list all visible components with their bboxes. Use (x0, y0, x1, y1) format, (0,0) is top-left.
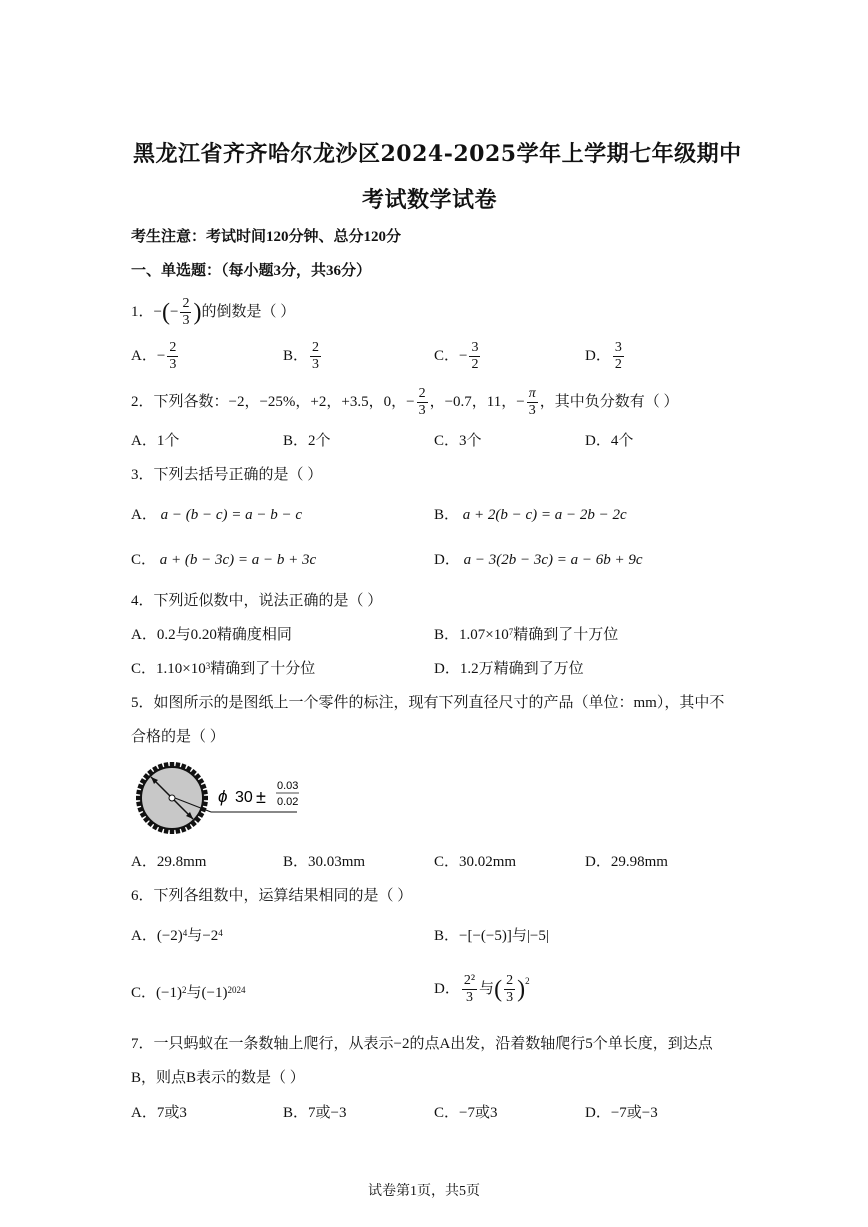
q1-frac-num: 2 (182, 296, 190, 311)
option-connector: 与 (479, 980, 495, 997)
option-expression: a − 3(2b − 3c) = a − 6b + 9c (463, 552, 643, 568)
frac-num: 3 (471, 340, 479, 355)
q1-option-d[interactable] (585, 341, 626, 372)
exam-notice: 考生注意：考试时间120分钟、总分120分 (131, 229, 402, 245)
option-label: C． (131, 985, 157, 1001)
option-fraction (310, 341, 321, 372)
power-exponent: 4 (218, 928, 223, 938)
option-connector: 与 (186, 985, 202, 1001)
exam-title-line1: 黑龙江省齐齐哈尔龙沙区2024-2025学年上学期七年级期中 (133, 141, 742, 167)
q1-number: 1． (131, 303, 154, 320)
option-label: A． (131, 928, 157, 944)
option-label: B． (283, 347, 309, 364)
q1-inner-sign: − (169, 303, 179, 320)
option-label: B． (434, 928, 460, 944)
q3-option-c[interactable] (131, 550, 316, 570)
q7-option-a[interactable]: A．7或3 (131, 1105, 187, 1121)
power-exponent: 2024 (227, 985, 246, 995)
option-label: C． (434, 347, 460, 364)
q6-option-b[interactable] (434, 926, 549, 946)
question-5-line2: 合格的是（ ） (131, 729, 225, 745)
option-label: C． (131, 661, 157, 677)
gear-part-figure (131, 760, 311, 840)
q1-option-c[interactable] (434, 341, 482, 372)
sci-base: 1.10×10 (156, 661, 206, 677)
option-label: D． (434, 552, 460, 568)
frac-den: 3 (169, 357, 177, 372)
frac-num: 2 (418, 386, 426, 401)
q2-option-d[interactable]: D．4个 (585, 433, 634, 449)
paren-close: ) (517, 976, 526, 1003)
option-rest: 精确到了十万位 (513, 627, 619, 643)
frac-num: π (528, 386, 536, 401)
option-expression: a + 2(b − c) = a − 2b − 2c (462, 507, 627, 523)
option-connector: 与 (511, 928, 527, 944)
tolerance-lower: 0.02 (277, 796, 299, 808)
q5-option-a[interactable]: A．29.8mm (131, 854, 207, 870)
option-label: A． (131, 347, 157, 364)
q1-paren-close: ) (193, 299, 202, 326)
option-fraction (613, 341, 624, 372)
option-expression: a − (b − c) = a − b − c (160, 507, 303, 523)
q2-option-c[interactable]: C．3个 (434, 433, 482, 449)
sci-exponent: 3 (205, 661, 211, 671)
sci-base: 1.07×10 (459, 627, 509, 643)
q1-option-b[interactable] (283, 341, 323, 372)
sci-exponent: 7 (508, 627, 514, 637)
frac-den: 3 (465, 990, 473, 1005)
paren-open: ( (494, 976, 503, 1003)
q2-text-after: ，其中负分数有（ ） (539, 393, 679, 410)
q4-option-b[interactable] (434, 625, 618, 645)
option-expression: |−5| (526, 928, 549, 944)
option-sign: − (459, 347, 468, 364)
frac-den: 2 (614, 357, 622, 372)
q2-text-before: 2．下列各数：−2，−25%，+2，+3.5，0， (131, 393, 407, 410)
option-label: A． (131, 507, 157, 523)
q5-option-d[interactable]: D．29.98mm (585, 854, 668, 870)
frac-den: 3 (528, 403, 536, 418)
question-6: 6．下列各组数中，运算结果相同的是（ ） (131, 888, 413, 904)
question-7-line2: B，则点B表示的数是（ ） (131, 1070, 305, 1086)
q7-option-b[interactable]: B．7或−3 (283, 1105, 347, 1121)
q6-option-c[interactable] (131, 983, 245, 1003)
q2-sign-1: − (406, 393, 415, 410)
q1-fraction (180, 297, 191, 328)
power-exponent: 2 (181, 985, 187, 995)
option-sign: − (156, 347, 166, 364)
q2-text-mid: ，−0.7，11， (429, 393, 517, 410)
q4-option-c[interactable] (131, 659, 315, 679)
q6-option-d[interactable] (434, 974, 530, 1005)
q7-option-c[interactable]: C．−7或3 (434, 1105, 498, 1121)
q5-option-b[interactable]: B．30.03mm (283, 854, 366, 870)
option-label: D． (585, 347, 611, 364)
option-fraction (504, 974, 515, 1005)
q4-option-a[interactable]: A．0.2与0.20精确度相同 (131, 627, 292, 643)
frac-num: 2 (169, 340, 177, 355)
q2-fraction-2 (527, 387, 538, 418)
power-base: −2 (202, 928, 219, 944)
option-label: D． (434, 980, 460, 997)
q3-option-d[interactable] (434, 550, 643, 570)
frac-num: 2 (506, 973, 514, 988)
power-exponent: 4 (182, 928, 188, 938)
frac-num: 2² (463, 973, 476, 988)
phi-symbol: ϕ (218, 787, 228, 806)
power-base: (−2) (156, 928, 183, 944)
frac-den: 3 (506, 990, 514, 1005)
option-expression: −[−(−5)] (459, 928, 512, 944)
option-fraction (167, 341, 178, 372)
q3-option-b[interactable] (434, 505, 627, 525)
nominal-diameter: 30 (235, 789, 253, 806)
q2-option-b[interactable]: B．2个 (283, 433, 331, 449)
power-base: (−1) (156, 985, 182, 1001)
option-rest: 精确到了十分位 (210, 661, 316, 677)
q1-paren-open: ( (161, 299, 170, 326)
q1-prefix: − (153, 303, 162, 320)
option-connector: 与 (187, 928, 203, 944)
option-fraction (462, 974, 477, 1005)
gear-center (169, 795, 175, 801)
question-2 (131, 387, 678, 418)
frac-den: 3 (418, 403, 426, 418)
plus-minus-sign: ± (256, 787, 266, 807)
question-1 (131, 297, 295, 328)
q1-frac-den: 3 (182, 313, 190, 328)
q4-option-d[interactable]: D．1.2万精确到了万位 (434, 661, 584, 677)
q6-option-a[interactable] (131, 926, 223, 946)
question-4: 4．下列近似数中，说法正确的是（ ） (131, 593, 383, 609)
question-5-line1: 5．如图所示的是图纸上一个零件的标注，现有下列直径尺寸的产品（单位：mm），其中不 (131, 695, 725, 711)
frac-den: 3 (312, 357, 320, 372)
frac-den: 2 (471, 357, 479, 372)
option-expression: a + (b − 3c) = a − b + 3c (159, 552, 317, 568)
q1-suffix: 的倒数是（ ） (201, 303, 296, 320)
tolerance-upper: 0.03 (277, 780, 299, 792)
frac-num: 3 (614, 340, 622, 355)
page-footer: 试卷第1页，共5页 (368, 1184, 480, 1199)
question-3: 3．下列去括号正确的是（ ） (131, 467, 323, 483)
option-label: B． (434, 507, 460, 523)
option-label: B． (434, 627, 460, 643)
q1-option-a[interactable] (131, 341, 180, 372)
option-label: C． (131, 552, 157, 568)
q2-fraction-1 (417, 387, 428, 418)
question-7-line1: 7．一只蚂蚁在一条数轴上爬行，从表示−2的点A出发，沿着数轴爬行5个单长度，到达点 (131, 1036, 713, 1052)
q2-sign-2: − (516, 393, 525, 410)
section-heading: 一、单选题：（每小题3分，共36分） (131, 263, 372, 279)
power-base: (−1) (201, 985, 228, 1001)
frac-num: 2 (312, 340, 320, 355)
q7-option-d[interactable]: D．−7或−3 (585, 1105, 658, 1121)
exam-title-line2: 考试数学试卷 (362, 187, 498, 213)
q3-option-a[interactable] (131, 505, 302, 525)
option-fraction (469, 341, 480, 372)
q5-option-c[interactable]: C．30.02mm (434, 854, 517, 870)
power-exponent: 2 (525, 976, 530, 986)
q2-option-a[interactable]: A．1个 (131, 433, 180, 449)
